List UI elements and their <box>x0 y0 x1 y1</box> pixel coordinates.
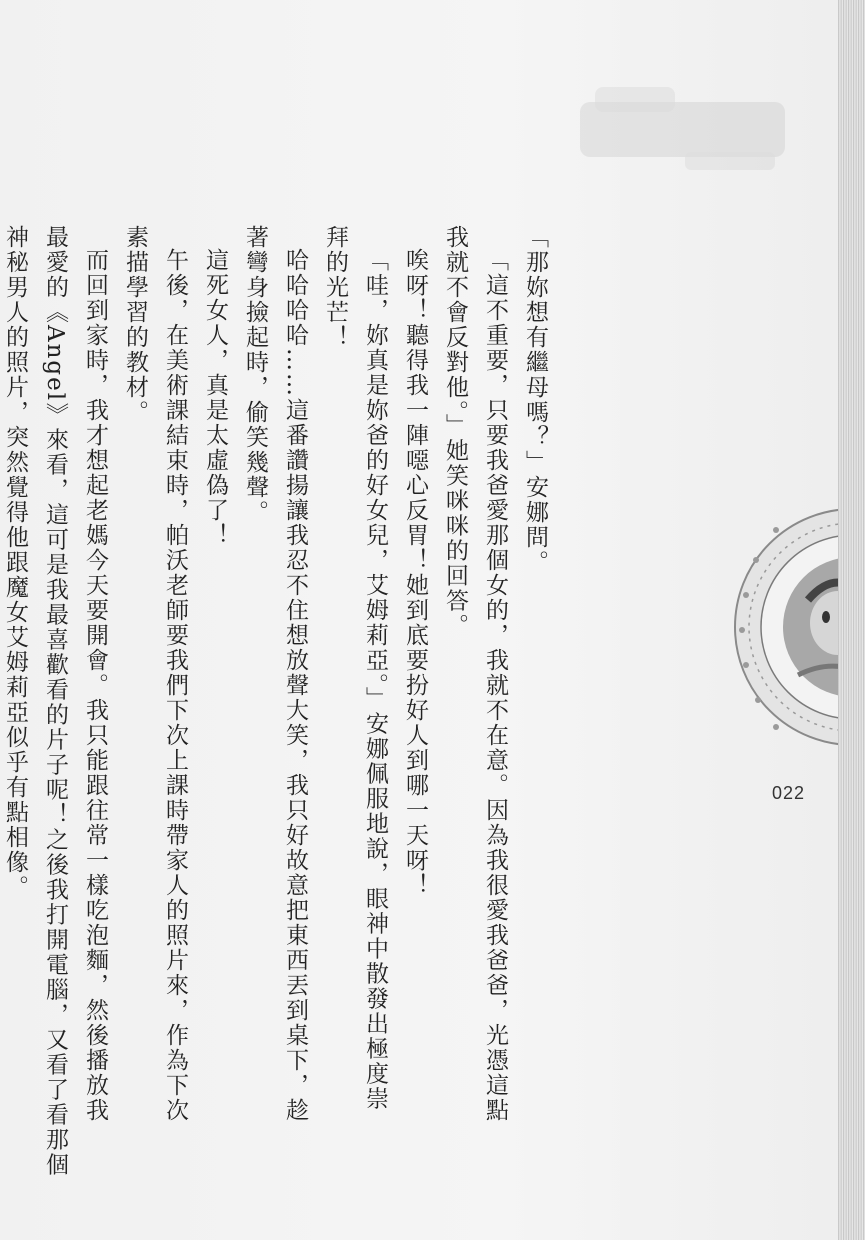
paragraph-2: 「這不重要，只要我爸愛那個女的，我就不在意。因為我很愛我爸爸，光憑這點 <box>482 248 508 1123</box>
chapter-header-decoration <box>575 72 790 182</box>
paragraph-1: 「那妳想有繼母嗎？」安娜問。 <box>522 225 548 575</box>
page-number: 022 <box>772 783 806 803</box>
paragraph-4-continued: 拜的光芒！ <box>322 225 348 350</box>
paragraph-5-continued: 著彎身撿起時，偷笑幾聲。 <box>242 225 268 525</box>
paragraph-7-continued: 素描學習的教材。 <box>122 225 148 425</box>
paragraph-3: 唉呀！聽得我一陣噁心反胃！她到底要扮好人到哪一天呀！ <box>402 248 428 898</box>
paragraph-8-end: 神秘男人的照片，突然覺得他跟魔女艾姆莉亞似乎有點相像。 <box>2 225 28 900</box>
paragraph-7: 午後，在美術課結束時，帕沃老師要我們下次上課時帶家人的照片來，作為下次 <box>162 248 188 1123</box>
book-spine-edge <box>838 0 865 1240</box>
lace-frame-illustration <box>728 505 838 750</box>
paragraph-5: 哈哈哈哈……這番讚揚讓我忍不住想放聲大笑，我只好故意把東西丟到桌下，趁 <box>282 248 308 1123</box>
paragraph-8-continued: 最愛的《Angel》來看，這可是我最喜歡看的片子呢！之後我打開電腦，又看了看那個 <box>42 225 68 1178</box>
paragraph-2-continued: 我就不會反對他。」她笑咪咪的回答。 <box>442 225 468 639</box>
paragraph-4: 「哇，妳真是妳爸的好女兒，艾姆莉亞。」安娜佩服地說，眼神中散發出極度崇 <box>362 248 388 1112</box>
paragraph-6: 這死女人，真是太虛偽了！ <box>202 248 228 548</box>
paragraph-8: 而回到家時，我才想起老媽今天要開會。我只能跟往常一樣吃泡麵，然後播放我 <box>82 248 108 1123</box>
vertical-text-body <box>2 225 555 1178</box>
